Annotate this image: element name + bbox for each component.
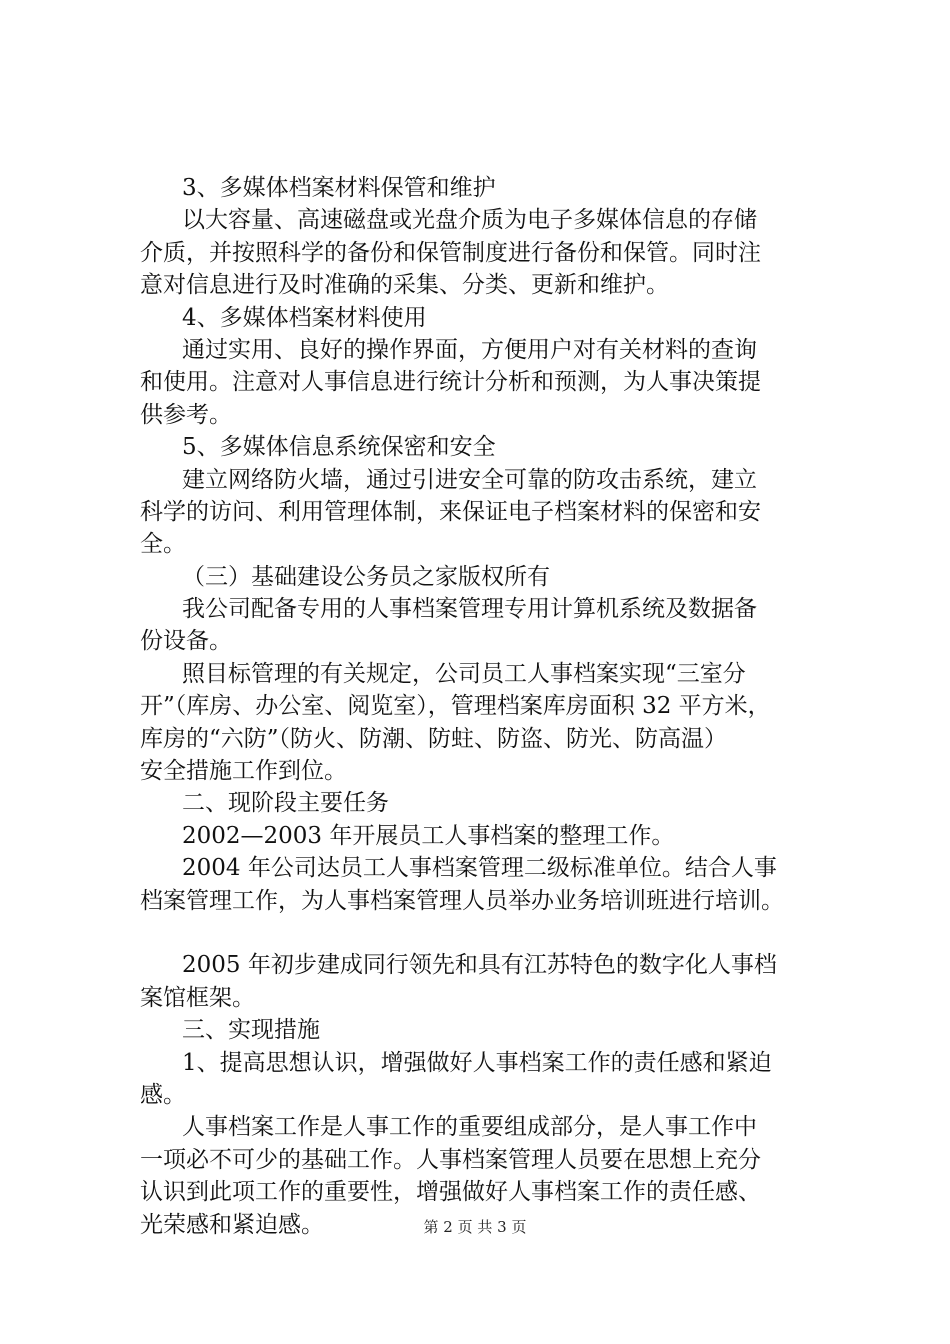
- paragraph-line: 一项必不可少的基础工作。人事档案管理人员要在思想上充分: [140, 1146, 761, 1173]
- paragraph-line: 科学的访问、利用管理体制，来保证电子档案材料的保密和安: [140, 498, 761, 525]
- paragraph-line: 光荣感和紧迫感。: [140, 1211, 324, 1238]
- paragraph-line: 全。: [140, 531, 186, 558]
- paragraph-line: 通过实用、良好的操作界面，方便用户对有关材料的查询: [182, 336, 757, 363]
- paragraph-line: 感。: [140, 1081, 186, 1108]
- paragraph-line: 库房的“六防”（防火、防潮、防蛀、防盗、防光、防高温）: [140, 725, 728, 752]
- heading-multimedia-usage: 4、多媒体档案材料使用: [182, 304, 427, 331]
- heading-system-security: 5、多媒体信息系统保密和安全: [182, 434, 496, 461]
- paragraph-line: 和使用。注意对人事信息进行统计分析和预测，为人事决策提: [140, 369, 761, 396]
- paragraph-line: 2002—2003 年开展员工人事档案的整理工作。: [182, 822, 675, 849]
- heading-raise-awareness: 1、提高思想认识，增强做好人事档案工作的责任感和紧迫: [182, 1049, 772, 1076]
- paragraph-line: 认识到此项工作的重要性，增强做好人事档案工作的责任感、: [140, 1179, 761, 1206]
- paragraph-line: 档案管理工作，为人事档案管理人员举办业务培训班进行培训。: [140, 887, 784, 914]
- paragraph-line: 2004 年公司达员工人事档案管理二级标准单位。结合人事: [182, 855, 777, 882]
- document-body: [140, 172, 840, 1241]
- heading-current-tasks: 二、现阶段主要任务: [182, 790, 389, 817]
- paragraph-line: 介质，并按照科学的备份和保管制度进行备份和保管。同时注: [140, 239, 761, 266]
- paragraph-line: 意对信息进行及时准确的采集、分类、更新和维护。: [140, 272, 669, 299]
- heading-infrastructure: （三）基础建设公务员之家版权所有: [182, 563, 550, 590]
- paragraph-line: 人事档案工作是人事工作的重要组成部分，是人事工作中: [182, 1114, 757, 1141]
- paragraph-line: 供参考。: [140, 401, 232, 428]
- heading-multimedia-storage: 3、多媒体档案材料保管和维护: [182, 175, 496, 201]
- paragraph-line: 份设备。: [140, 628, 232, 655]
- heading-implementation-measures: 三、实现措施: [182, 1017, 320, 1044]
- paragraph-line: 照目标管理的有关规定，公司员工人事档案实现“三室分: [182, 660, 746, 687]
- paragraph-line: 建立网络防火墙，通过引进安全可靠的防攻击系统，建立: [182, 466, 757, 493]
- paragraph-line: 我公司配备专用的人事档案管理专用计算机系统及数据备: [182, 596, 757, 623]
- paragraph-line: 以大容量、高速磁盘或光盘介质为电子多媒体信息的存储: [182, 207, 757, 234]
- page-number-footer: 第 2 页 共 3 页: [423, 1218, 527, 1236]
- paragraph-line: 2005 年初步建成同行领先和具有江苏特色的数字化人事档: [182, 952, 777, 979]
- paragraph-line: 案馆框架。: [140, 984, 255, 1011]
- paragraph-line: 开”（库房、办公室、阅览室），管理档案库房面积 32 平方米，: [140, 693, 771, 720]
- blank-line: [140, 917, 840, 949]
- paragraph-line: 安全措施工作到位。: [140, 758, 347, 785]
